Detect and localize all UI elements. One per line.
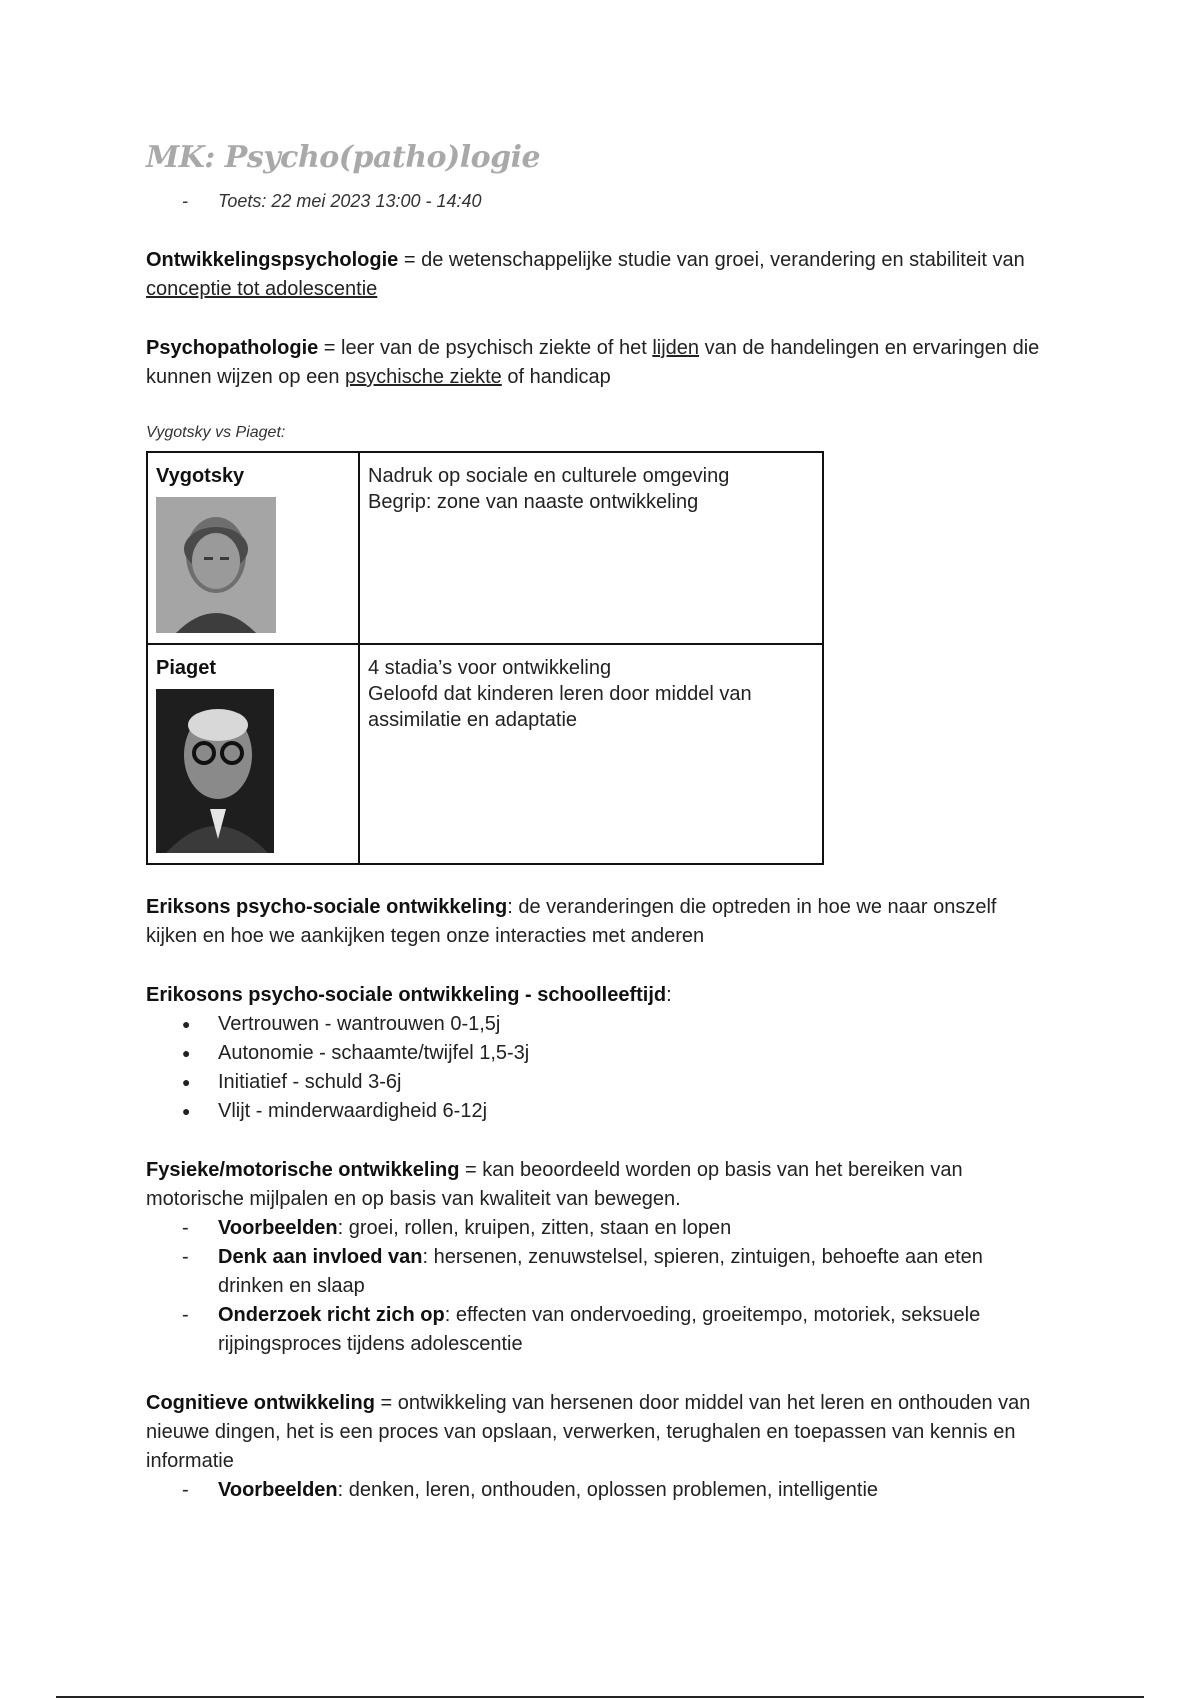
underlined-text: conceptie tot adolescentie: [146, 278, 378, 300]
list-item: [146, 1243, 1046, 1301]
list-item: ● Autonomie - schaamte/twijfel 1,5-3j: [146, 1039, 1046, 1068]
erikson-stages-list: [146, 1010, 1046, 1126]
name-cell: [147, 452, 359, 644]
item-label: Voorbeelden: [218, 1217, 338, 1239]
table-row: [147, 644, 823, 864]
page-title: MK: Psycho(patho)logie: [146, 140, 541, 175]
list-item: [146, 1476, 1046, 1505]
definition-term: Cognitieve ontwikkeling: [146, 1392, 375, 1414]
definition-psychopathologie: [146, 334, 1046, 392]
item-text: : groei, rollen, kruipen, zitten, staan en lopen: [337, 1217, 732, 1239]
item-label: Voorbeelden: [218, 1479, 338, 1501]
definition-text: = kan beoordeeld worden op basis van het bereiken van motorische mijlpalen en op basis van kwaliteit van bewegen.: [146, 1159, 963, 1210]
section-heading: Erikosons psycho-sociale ontwikkeling - schoolleeftijd: [146, 984, 667, 1006]
item-text: : effecten van ondervoeding, groeitempo, motoriek, seksuele rijpingsproces tijdens adolescentie: [218, 1304, 981, 1355]
underlined-text: lijden: [652, 337, 700, 359]
list-item: [146, 1301, 1046, 1359]
description-cell: [359, 644, 823, 864]
definition-physical: [146, 1156, 1046, 1214]
definition-term: Ontwikkelingspsychologie: [146, 249, 399, 271]
theorist-name: Vygotsky: [156, 465, 245, 487]
definition-term: Eriksons psycho-sociale ontwikkeling: [146, 896, 508, 918]
definition-text: = ontwikkeling van hersenen door middel van het leren en onthouden van nieuwe dingen, het is een proces van opslaan, verwerken, terughalen en toepassen van kennis en informatie: [146, 1392, 1031, 1472]
name-cell: [147, 644, 359, 864]
exam-info-list: [146, 187, 1046, 216]
comparison-table: [146, 451, 824, 865]
definition-text: = leer van de psychisch ziekte of het: [318, 337, 653, 359]
physical-list: [146, 1214, 1046, 1359]
definition-erikson: [146, 893, 1046, 951]
list-item: ● Initiatief - schuld 3-6j: [146, 1068, 1046, 1097]
description-line: Geloofd dat kinderen leren door middel van assimilatie en adaptatie: [368, 683, 752, 731]
item-label: Onderzoek richt zich op: [218, 1304, 445, 1326]
vygotsky-photo-icon: [156, 497, 276, 633]
definition-cognitive: [146, 1389, 1046, 1476]
definition-text: : de veranderingen die optreden in hoe we naar onszelf kijken en hoe we aankijken tegen onze interacties met anderen: [146, 896, 997, 947]
cognitive-list: [146, 1476, 1046, 1505]
description-line: Begrip: zone van naaste ontwikkeling: [368, 491, 699, 513]
heading-colon: :: [666, 984, 672, 1006]
table-caption: Vygotsky vs Piaget:: [146, 424, 286, 441]
erikson-school-heading: [146, 981, 1046, 1010]
definition-ontwikkelingspsychologie: [146, 246, 1046, 304]
definition-text: of handicap: [501, 366, 611, 388]
description-cell: [359, 452, 823, 644]
underlined-text: psychische ziekte: [345, 366, 502, 388]
definition-term: Fysieke/motorische ontwikkeling: [146, 1159, 460, 1181]
document-page: [146, 140, 1046, 1505]
page-bottom-rule: [56, 1696, 1144, 1698]
list-item: ● Vertrouwen - wantrouwen 0-1,5j: [146, 1010, 1046, 1039]
exam-date: - Toets: 22 mei 2023 13:00 - 14:40: [146, 187, 1046, 216]
definition-text: = de wetenschappelijke studie van groei, verandering en stabiliteit van: [398, 249, 1025, 271]
piaget-photo-icon: [156, 689, 274, 853]
table-row: [147, 452, 823, 644]
list-item: ● Vlijt - minderwaardigheid 6-12j: [146, 1097, 1046, 1126]
list-item: [146, 1214, 1046, 1243]
item-text: : denken, leren, onthouden, oplossen problemen, intelligentie: [337, 1479, 879, 1501]
item-label: Denk aan invloed van: [218, 1246, 423, 1268]
item-text: : hersenen, zenuwstelsel, spieren, zintuigen, behoefte aan eten drinken en slaap: [218, 1246, 983, 1297]
description-line: 4 stadia’s voor ontwikkeling: [368, 657, 612, 679]
definition-text: van de handelingen en ervaringen die kunnen wijzen op een: [146, 337, 1040, 388]
description-line: Nadruk op sociale en culturele omgeving: [368, 465, 730, 487]
theorist-name: Piaget: [156, 657, 217, 679]
definition-term: Psychopathologie: [146, 337, 319, 359]
